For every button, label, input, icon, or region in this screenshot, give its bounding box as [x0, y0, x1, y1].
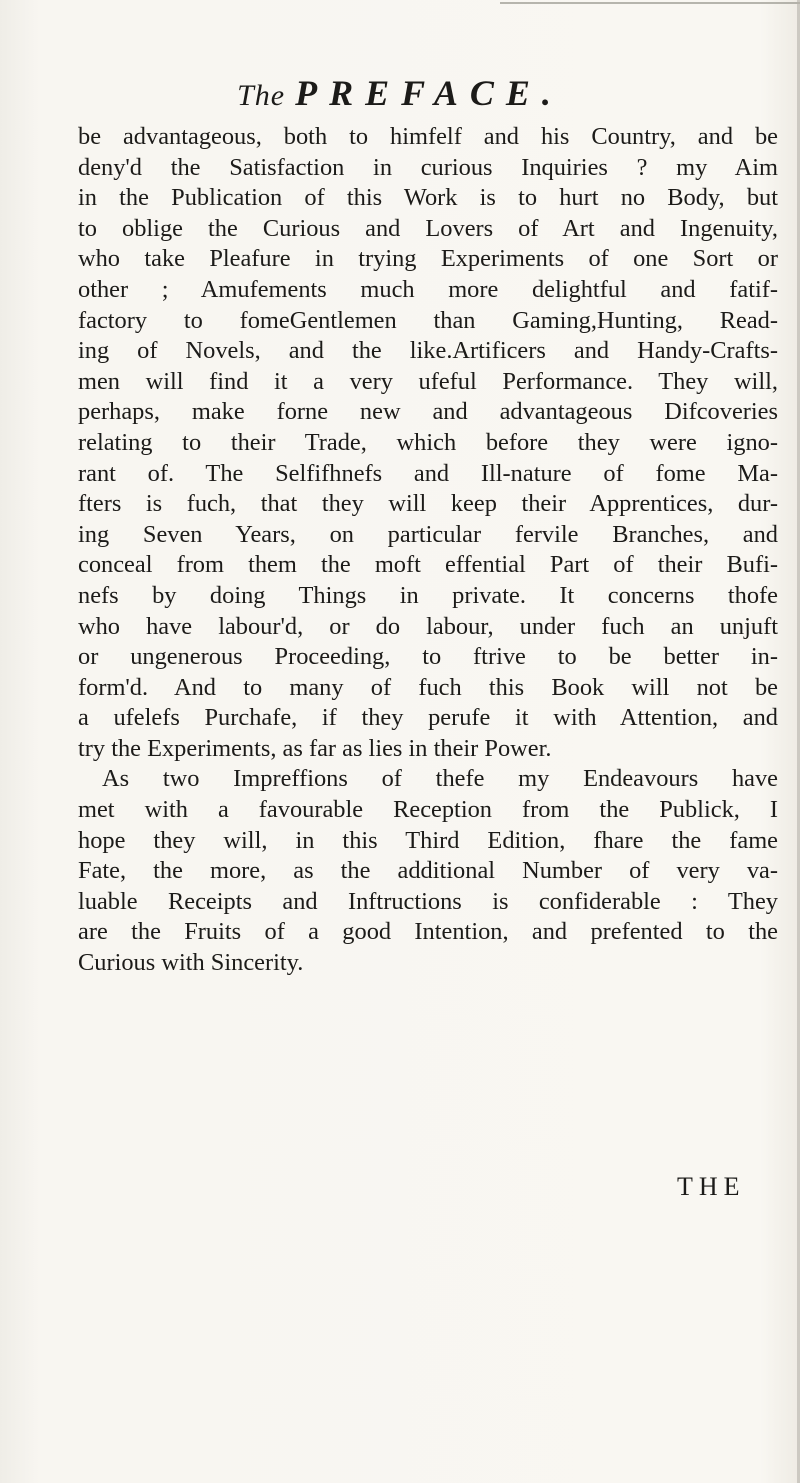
- text-line: perhaps, make forne new and advantageous Difcoveries: [78, 398, 778, 426]
- text-line: form'd. And to many of fuch this Book will not be: [78, 673, 778, 701]
- preface-body: [78, 122, 778, 979]
- text-line: factory to fomeGentlemen than Gaming,Hunting, Read-: [78, 306, 778, 334]
- text-line: rant of. The Selfifhnefs and Ill-nature of fome Ma-: [78, 459, 778, 487]
- text-line: who have labour'd, or do labour, under fuch an unjuft: [78, 612, 778, 640]
- text-line: fters is fuch, that they will keep their Apprentices, dur-: [78, 490, 778, 518]
- running-head: [0, 72, 800, 114]
- text-line: nefs by doing Things in private. It concerns thofe: [78, 581, 778, 609]
- catchword: THE: [677, 1172, 746, 1201]
- text-line: deny'd the Satisfaction in curious Inquiries ? my Aim: [78, 153, 778, 181]
- text-line: who take Pleafure in trying Experiments of one Sort or: [78, 245, 778, 273]
- running-head-the: The: [237, 79, 286, 112]
- text-line: ing Seven Years, on particular fervile Branches, and: [78, 520, 778, 548]
- text-line: Fate, the more, as the additional Number of very va-: [78, 857, 778, 885]
- text-line: conceal from them the moft effential Part of their Bufi-: [78, 551, 778, 579]
- text-line: relating to their Trade, which before they were igno-: [78, 428, 778, 456]
- text-line: be advantageous, both to himfelf and his Country, and be: [78, 123, 778, 150]
- text-line: met with a favourable Reception from the Publick, I: [78, 796, 778, 824]
- text-line: ing of Novels, and the like.Artificers and Handy-Crafts-: [78, 337, 778, 365]
- text-line: luable Receipts and Inftructions is confiderable : They: [78, 887, 778, 915]
- text-line: are the Fruits of a good Intention, and prefented to the: [78, 918, 778, 946]
- text-line: men will find it a very ufeful Performance. They will,: [78, 367, 778, 395]
- text-line: to oblige the Curious and Lovers of Art and Ingenuity,: [78, 214, 778, 242]
- text-line-paragraph-start: As two Impreffions of thefe my Endeavours have: [102, 765, 778, 793]
- text-line: try the Experiments, as far as lies in their Power.: [78, 734, 552, 762]
- text-line: other ; Amufements much more delightful and fatif-: [78, 275, 778, 303]
- text-line: in the Publication of this Work is to hurt no Body, but: [78, 184, 778, 212]
- top-edge-rule: [500, 2, 800, 4]
- text-line: or ungenerous Proceeding, to ftrive to be better in-: [78, 643, 778, 671]
- running-head-title: PREFACE.: [295, 73, 563, 113]
- text-line: a ufelefs Purchafe, if they perufe it with Attention, and: [78, 704, 778, 732]
- text-line: Curious with Sincerity.: [78, 949, 304, 977]
- text-line: hope they will, in this Third Edition, fhare the fame: [78, 826, 778, 854]
